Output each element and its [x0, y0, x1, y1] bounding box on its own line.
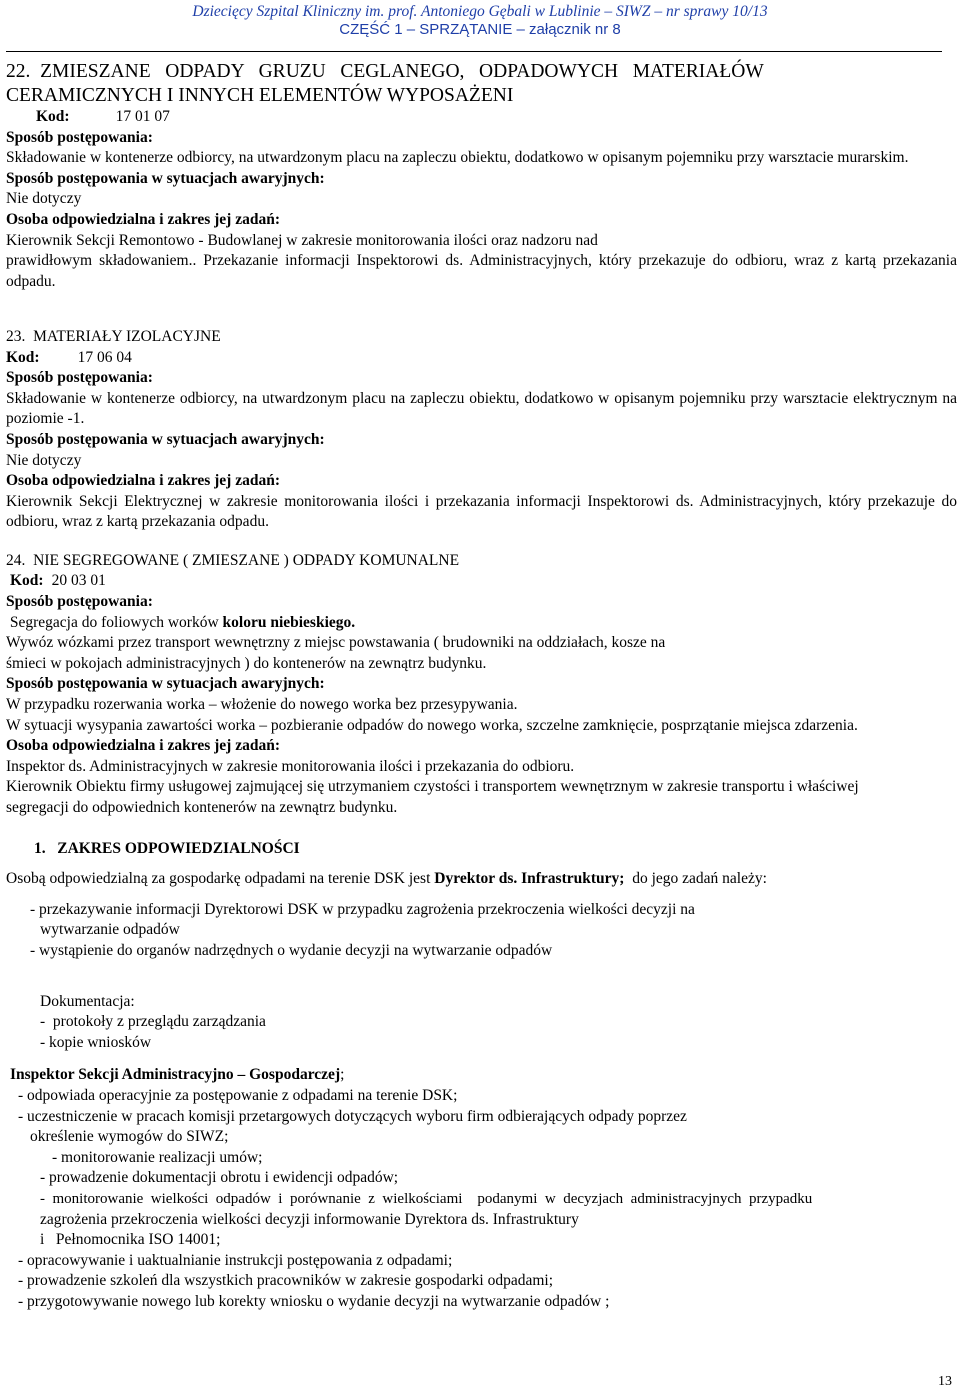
- dokumentacja-item1: - protokoły z przeglądu zarządzania: [40, 1013, 266, 1031]
- section-24-osoba-line2: Kierownik Obiektu firmy usługowej zajmującej się utrzymaniem czystości i transportem wewnętrznym w zakresie transportu i właściwej segregacji do odpowiednich kontenerów na zewnątrz budynku.: [6, 778, 859, 816]
- inspektor-item6: - opracowywanie i uaktualnianie instrukcji postępowania z odpadami;: [18, 1251, 453, 1269]
- document-body: [6, 60, 957, 1312]
- section-23-sposob-label: Sposób postępowania:: [6, 369, 153, 387]
- section-23-awaria-label: Sposób postępowania w sytuacjach awaryjnych:: [6, 430, 325, 448]
- zakres-item2: - wystąpienie do organów nadrzędnych o wydanie decyzji na wytwarzanie odpadów: [30, 941, 553, 959]
- section-22-osoba-label: Osoba odpowiedzialna i zakres jej zadań:: [6, 210, 280, 228]
- dokumentacja-label: Dokumentacja:: [40, 992, 135, 1010]
- inspektor-item3: - monitorowanie realizacji umów;: [52, 1148, 263, 1166]
- zakres-title: 1. ZAKRES ODPOWIEDZIALNOŚCI: [34, 839, 300, 857]
- inspektor-item5-line1: - monitorowanie wielkości odpadów i porównanie z wielkościami podanymi w decyzjach administracyjnych przypadku: [40, 1190, 813, 1207]
- section-24-awaria-label: Sposób postępowania w sytuacjach awaryjnych:: [6, 675, 325, 693]
- section-22-osoba-line2: prawidłowym składowaniem.. Przekazanie informacji Inspektorowi ds. Administracyjnych, który przekazuje do odbioru, wraz z kartą przekazania odpadu.: [6, 252, 957, 290]
- kod-value: 17 01 07: [115, 108, 170, 125]
- section-23-osoba-text: Kierownik Sekcji Elektrycznej w zakresie monitorowania ilości i przekazania informacji Inspektorowi ds. Administracyjnych, który przekazuje do odbioru, wraz z kartą przekazania odpadu.: [6, 492, 957, 531]
- kod-label: Kod:: [10, 572, 44, 590]
- zakres-intro-b: do jego zadań należy:: [624, 870, 767, 888]
- page-number: 13: [938, 1374, 952, 1389]
- section-24-awaria-line2: W sytuacji wysypania zawartości worka – pozbieranie odpadów do nowego worka, szczelne zamknięcie, posprzątanie miejsca zdarzenia.: [6, 716, 858, 734]
- inspektor-item5-line3: i Pełnomocnika ISO 14001;: [40, 1231, 221, 1249]
- section-22-kod: [6, 107, 957, 128]
- header-title: Dziecięcy Szpital Kliniczny im. prof. Antoniego Gębali w Lublinie – SIWZ – nr sprawy 10/13: [192, 3, 768, 20]
- section-22-title-line1: 22. ZMIESZANE ODPADY GRUZU CEGLANEGO, ODPADOWYCH MATERIAŁÓW: [6, 61, 764, 82]
- section-24-wywoz-line2: śmieci w pokojach administracyjnych ) do kontenerów na zewnątrz budynku.: [6, 654, 487, 672]
- inspektor-item4: - prowadzenie dokumentacji obrotu i ewidencji odpadów;: [40, 1169, 399, 1187]
- dokumentacja-item2: - kopie wniosków: [40, 1033, 152, 1051]
- inspektor-heading-tail: ;: [340, 1066, 345, 1084]
- zakres-intro-bold: Dyrektor ds. Infrastruktury;: [434, 870, 625, 888]
- segregacja-text: Segregacja do foliowych worków: [6, 613, 223, 631]
- inspektor-item2-line1: - uczestniczenie w pracach komisji przetargowych dotyczących wyboru firm odbierających odpady poprzez: [18, 1107, 687, 1125]
- section-24-awaria-line1: W przypadku rozerwania worka – włożenie do nowego worka bez przesypywania.: [6, 696, 518, 714]
- section-23-title: 23. MATERIAŁY IZOLACYJNE: [6, 327, 221, 345]
- kod-value: 20 03 01: [51, 572, 106, 590]
- segregacja-color: koloru niebieskiego.: [222, 613, 356, 631]
- inspektor-item1: - odpowiada operacyjnie za postępowanie z odpadami na terenie DSK;: [18, 1086, 458, 1104]
- section-24-sposob-label: Sposób postępowania:: [6, 593, 153, 611]
- section-24-osoba-line1: Inspektor ds. Administracyjnych w zakresie monitorowania ilości i przekazania do odbioru.: [6, 757, 575, 775]
- section-22-awaria-text: Nie dotyczy: [6, 190, 82, 208]
- section-22-sposob-text: Składowanie w kontenerze odbiorcy, na utwardzonym placu na zapleczu obiektu, dodatkowo w opisanym pojemniku przy warsztacie murarskim.: [6, 149, 909, 167]
- inspektor-item5-line2: zagrożenia przekroczenia wielkości decyzji informowanie Dyrektora ds. Infrastruktury: [40, 1210, 579, 1228]
- section-23-kod: [6, 348, 957, 369]
- inspektor-heading-bold: Inspektor Sekcji Administracyjno – Gospodarczej: [10, 1066, 341, 1084]
- header-subtitle: CZĘŚĆ 1 – SPRZĄTANIE – załącznik nr 8: [339, 21, 621, 38]
- section-22-title-line2: CERAMICZNYCH I INNYCH ELEMENTÓW WYPOSAŻENI: [6, 84, 514, 106]
- section-23-osoba-label: Osoba odpowiedzialna i zakres jej zadań:: [6, 472, 280, 490]
- zakres-item1-line2: wytwarzanie odpadów: [40, 921, 180, 939]
- section-22-sposob-label: Sposób postępowania:: [6, 128, 153, 146]
- section-24-osoba-label: Osoba odpowiedzialna i zakres jej zadań:: [6, 737, 280, 755]
- inspektor-heading: [6, 1065, 957, 1086]
- kod-label: Kod:: [36, 108, 70, 125]
- section-23-awaria-text: Nie dotyczy: [6, 451, 82, 469]
- kod-value: 17 06 04: [77, 348, 132, 366]
- inspektor-item8: - przygotowywanie nowego lub korekty wniosku o wydanie decyzji na wytwarzanie odpadów ;: [18, 1292, 610, 1310]
- section-24-segregacja: [6, 613, 957, 634]
- inspektor-item2-line2: określenie wymogów do SIWZ;: [30, 1128, 229, 1146]
- section-22-osoba-line1: Kierownik Sekcji Remontowo - Budowlanej w zakresie monitorowania ilości oraz nadzoru nad: [6, 231, 598, 249]
- section-22-awaria-label: Sposób postępowania w sytuacjach awaryjnych:: [6, 169, 325, 187]
- kod-label: Kod:: [6, 348, 40, 366]
- zakres-item1-line1: - przekazywanie informacji Dyrektorowi DSK w przypadku zagrożenia przekroczenia wielkości decyzji na: [30, 900, 695, 918]
- section-23-sposob-text: Składowanie w kontenerze odbiorcy, na utwardzonym placu na zapleczu obiektu, dodatkowo w opisanym pojemniku przy warsztacie elektrycznym na poziomie -1.: [6, 389, 957, 428]
- zakres-intro: [6, 869, 957, 890]
- section-24-wywoz-line1: Wywóz wózkami przez transport wewnętrzny z miejsc powstawania ( brudowniki na oddziałach, kosze na: [6, 634, 666, 652]
- header-rule: [6, 51, 942, 52]
- inspektor-item7: - prowadzenie szkoleń dla wszystkich pracowników w zakresie gospodarki odpadami;: [18, 1272, 554, 1290]
- section-24-title: 24. NIE SEGREGOWANE ( ZMIESZANE ) ODPADY KOMUNALNE: [6, 551, 460, 569]
- zakres-intro-a: Osobą odpowiedzialną za gospodarkę odpadami na terenie DSK jest: [6, 870, 435, 888]
- section-24-kod: [6, 571, 957, 592]
